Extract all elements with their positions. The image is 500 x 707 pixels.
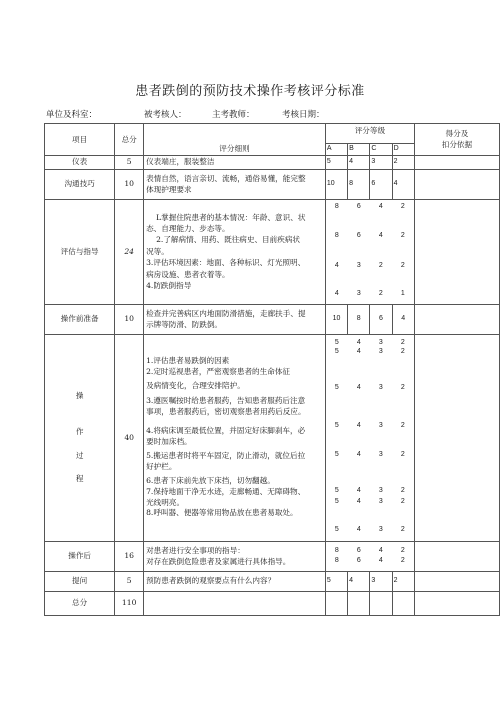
detail-line: 体现护理要求 [146,185,192,194]
row-item: 提问 [45,571,115,591]
deduction-cell [414,541,499,571]
grade-c: C [370,144,392,156]
row-item: 沟通技巧 [45,169,115,199]
detail-line: 3.评估环境因素：地面、各种标识、灯光照明、 [146,258,306,268]
grade-cell: 5 [325,155,347,169]
detail-line: 2.了解病情、用药、既往病史、目前疾病状 [156,235,301,245]
row-score: 40 [115,334,144,541]
detail-line: 态、自理能力、步态等。 [146,224,230,234]
row-score: 24 [115,199,144,304]
detail-line: 3.遵医嘱按时给患者服药，告知患者服药后注意 [146,396,306,406]
grade-block: 8 6 4 2 8 6 4 2 [325,541,414,571]
row-detail [144,571,326,591]
row-score: 110 [115,591,144,615]
row-score: 10 [115,169,144,199]
header-item: 项目 [45,124,115,156]
vertical-char: 过 [75,450,84,460]
vertical-char: 程 [75,474,84,484]
row-item-vertical [45,334,115,541]
grade-cell: 4 [348,571,370,591]
header-total: 总分 [115,124,144,156]
detail-line: 6.患者下床前先放下床挡，切勿翻越。 [146,475,275,485]
detail-line: 表情自然，语言亲切、流畅，通俗易懂，能完整 [146,173,306,183]
deduction-cell [414,169,499,199]
row-item: 评估与指导 [45,199,115,304]
header-detail [144,124,326,156]
table-row [45,571,500,591]
table-row [45,199,500,304]
grade-cell: 3 [370,155,392,169]
document-title: 患者跌倒的预防技术操作考核评分标准 [135,84,365,99]
grade-cell: 2 [392,571,414,591]
row-item: 操作前准备 [45,304,115,334]
deduction-cell [414,591,499,615]
detail-line: 2.定时巡视患者，严密观察患者的生命体征 [146,366,291,376]
row-item: 操作后 [45,541,115,571]
header-deduction-line2: 扣分依据 [441,140,473,150]
row-detail [144,169,326,199]
grade-cell: 5 [325,571,347,591]
vertical-char: 作 [75,426,84,436]
detail-line: 对存在跌倒危险患者及家属进行具体指导。 [146,557,291,566]
header-detail-label: 评分细则 [219,144,250,154]
grade-cell: 2 [392,155,414,169]
grade-cell: 8 [348,304,370,334]
row-detail [144,591,326,615]
row-detail [144,541,326,571]
header-deduction-line1: 得分及 [445,128,469,138]
deduction-cell [414,199,499,304]
row-detail [144,304,326,334]
vertical-char: 操 [75,391,84,401]
detail-line: 及病情变化，合理安排陪护。 [146,381,245,391]
grade-cell: 6 [370,169,392,199]
row-detail [144,199,326,304]
table-row [45,169,500,199]
row-score: 16 [115,541,144,571]
grade-cell: 3 [370,571,392,591]
table-row [45,334,500,541]
detail-line: 5.搬运患者时将平车固定，防止滑动，就位后拉 [146,451,306,461]
deduction-cell [414,571,499,591]
grade-cell: 10 [325,169,347,199]
row-score: 5 [115,155,144,169]
grade-a: A [325,144,347,156]
header-grade: 评分等级 [325,124,414,138]
header-deduction [414,124,499,156]
row-item: 仪表 [45,155,115,169]
row-detail [144,155,326,169]
grade-cell: 10 [325,304,347,334]
detail-line: 示牌等防滑、防跌倒。 [146,320,223,329]
header-row [45,124,500,138]
grade-cell: 4 [392,169,414,199]
detail-line: 8.呼叫器、便器等常用物品放在患者易取处。 [146,508,298,518]
grade-cell: 4 [392,304,414,334]
row-item: 总分 [45,591,115,615]
deduction-cell [414,334,499,541]
scoring-table [44,123,500,616]
grade-cell: 6 [370,304,392,334]
row-score: 5 [115,571,144,591]
date-label: 考核日期： [282,110,325,120]
table-row [45,541,500,571]
examiner-label: 主考教师： [212,110,255,120]
detail-line: 1.评估患者易跌倒的因素 [146,355,230,365]
detail-line: 光线明亮。 [146,497,185,507]
detail-line: 4.防跌倒指导 [146,280,192,290]
detail-line: 好护栏。 [146,462,177,472]
grade-b: B [348,144,370,156]
detail-line: 检查并完善病区内地面防滑措施，走廊扶手、提 [146,308,306,318]
row-score: 10 [115,304,144,334]
detail-line: 况等。 [146,246,169,256]
grade-d: D [392,144,414,156]
grade-block: 8 6 4 2 8 6 4 2 4 3 2 2 4 3 2 1 [325,199,414,304]
detail-line: 要时加床档。 [146,436,192,446]
examinee-label: 被考核人： [144,110,187,120]
unit-label: 单位及科室： [46,110,98,120]
detail-line: 对患者进行安全事项的指导： [146,545,245,555]
meta-line [0,108,500,122]
row-detail [144,334,326,541]
grade-cell: 4 [348,155,370,169]
detail-line: L掌握住院患者的基本情况：年龄、意识、状 [156,212,306,222]
grade-cell: 8 [348,169,370,199]
detail-line: 4.将病床调至最低位置，并固定好床脚刹车，必 [146,425,306,435]
table-row [45,591,500,615]
detail-line: 病房设施、患者衣着等。 [146,269,230,279]
grade-block: 5 4 3 2 5 4 3 2 5 4 3 2 5 4 3 2 5 4 3 2 5 4 3 2 5 4 3 2 5 4 3 2 [325,334,414,541]
table-row [45,304,500,334]
detail-line: 事项，患者服药后，密切观察患者用药后反应。 [146,407,306,417]
deduction-cell [414,155,499,169]
table-row [45,155,500,169]
detail-line: 预防患者跌倒的观察要点有什么内容？ [146,576,276,586]
detail-line: 7.保持地面干净无水迹，走廊畅通、无障碍物、 [146,486,306,496]
detail-line: 仪表端庄，服装整洁 [146,157,215,167]
deduction-cell [414,304,499,334]
